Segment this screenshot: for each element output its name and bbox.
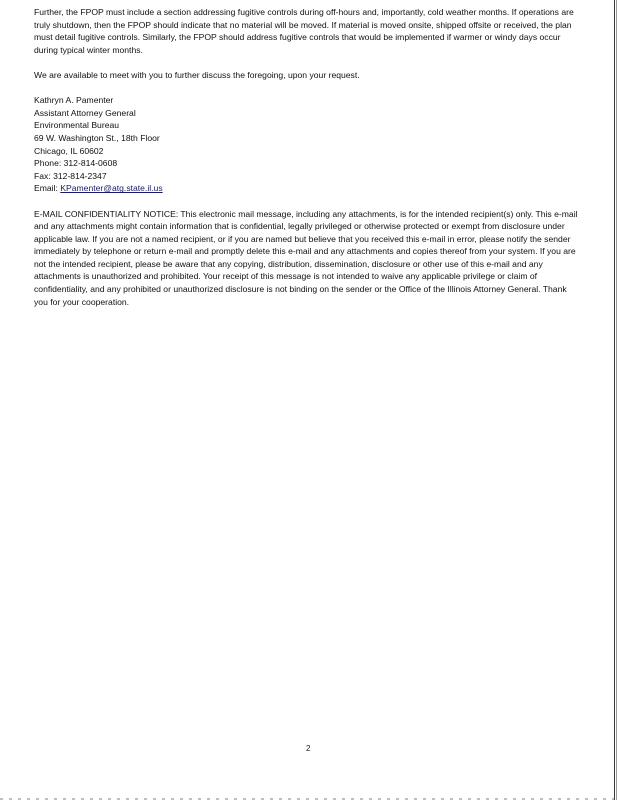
- signature-city: Chicago, IL 60602: [34, 145, 104, 156]
- paragraph-meeting-offer: We are available to meet with you to further discuss the foregoing, upon your request.: [34, 69, 360, 80]
- confidentiality-notice: E-MAIL CONFIDENTIALITY NOTICE: This electronic mail message, including any attachments, is for the intended recipient(s) only. This e-mail and any attachments might contain information that is confidential, legally privileged or otherwise protected or exempt from disclosure under applicable law. If you are not a named recipient, or if you are named but believe that you received this e-mail in error, please notify the sender immediately by telephone or return e-mail and promptly delete this e-mail and any attachments and copies thereof from your system. If you are not the intended recipient, please be aware that any copying, distribution, dissemination, disclosure or other use of this e-mail and any attachments is unauthorized and prohibited. Your receipt of this message is not intended to waive any applicable privilege or claim of confidentiality, and any prohibited or unauthorized disclosure is not binding on the sender or the Office of the Illinois Attorney General. Thank you for your cooperation.: [34, 208, 578, 307]
- signature-name: Kathryn A. Pamenter: [34, 95, 114, 106]
- signature-bureau: Environmental Bureau: [34, 120, 120, 131]
- signature-block: [34, 94, 582, 195]
- letter-body: [34, 6, 582, 308]
- signature-street: 69 W. Washington St., 18th Floor: [34, 132, 160, 143]
- signature-phone: Phone: 312-814-0608: [34, 158, 118, 169]
- signature-title: Assistant Attorney General: [34, 107, 136, 118]
- page-number: 2: [306, 744, 311, 753]
- scan-edge-line: [614, 0, 615, 800]
- signature-email-link[interactable]: KPamenter@atg.state.il.us: [60, 183, 163, 194]
- signature-email-line: [34, 182, 582, 195]
- signature-fax: Fax: 312-814-2347: [34, 170, 107, 181]
- signature-email-label: Email:: [34, 183, 61, 194]
- paragraph-fugitive-controls: Further, the FPOP must include a section addressing fugitive controls during off-hours and, importantly, cold weather months. If operations are truly shutdown, then the FPOP should indicate that no material will be moved. If material is moved onsite, shipped offsite or received, the plan must detail fugitive controls. Similarly, the FPOP should address fugitive controls that would be implemented if warmer or windy days occur during typical winter months.: [34, 7, 574, 55]
